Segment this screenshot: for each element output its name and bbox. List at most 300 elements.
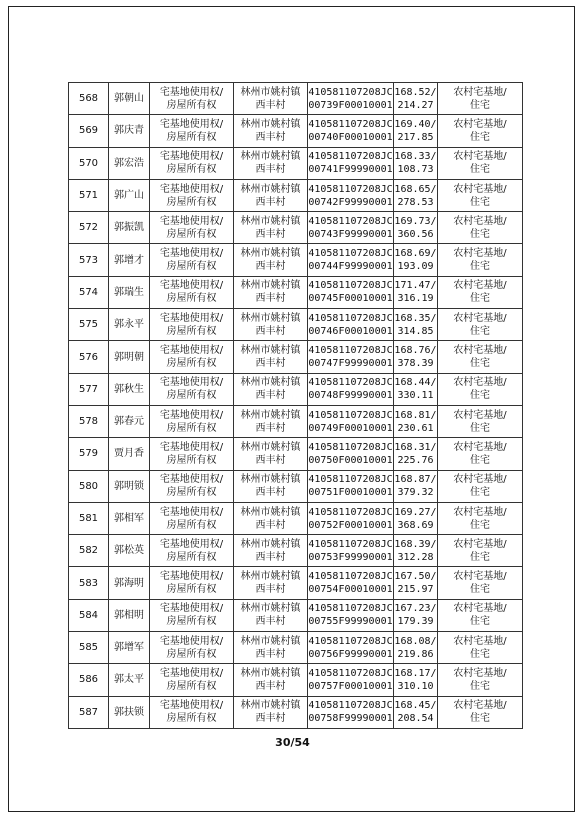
cell-name [109, 696, 150, 728]
cell-right-type [150, 212, 234, 244]
cell-location [234, 535, 308, 567]
cell-right-type [150, 567, 234, 599]
cell-number [69, 244, 109, 276]
cell-unit-code-text: 00753F99990001 [308, 551, 393, 563]
cell-right-type [150, 405, 234, 437]
table-row [69, 599, 523, 631]
cell-name [109, 664, 150, 696]
cell-name [109, 438, 150, 470]
cell-unit-code-text: 00740F00010001 [308, 131, 393, 143]
cell-right-type-text: 房屋所有权 [166, 648, 217, 660]
cell-number [69, 438, 109, 470]
cell-number [69, 373, 109, 405]
cell-location-text: 林州市姚村镇 [240, 215, 301, 227]
cell-area-text: 193.09 [397, 261, 434, 273]
cell-unit-code-text: 00746F00010001 [308, 325, 393, 337]
cell-area-text: 215.97 [397, 584, 434, 596]
cell-unit-code [308, 405, 394, 437]
cell-usage-text: 住宅 [470, 422, 490, 434]
cell-number-text: 576 [78, 351, 99, 363]
cell-right-type-text: 房屋所有权 [166, 422, 217, 434]
cell-right-type-text: 宅基地使用权/ [159, 700, 224, 712]
cell-area-text: 219.86 [397, 648, 434, 660]
cell-location [234, 599, 308, 631]
cell-usage [438, 696, 523, 728]
cell-location [234, 470, 308, 502]
cell-name [109, 212, 150, 244]
cell-name-text: 郭相军 [114, 513, 144, 524]
cell-number [69, 309, 109, 341]
cell-unit-code [308, 244, 394, 276]
cell-right-type-text: 房屋所有权 [166, 293, 217, 305]
cell-location [234, 664, 308, 696]
cell-location-text: 林州市姚村镇 [240, 377, 301, 389]
cell-area-text: 310.10 [397, 680, 434, 692]
cell-usage-text: 农村宅基地/ [453, 118, 507, 130]
cell-unit-code [308, 599, 394, 631]
table-row [69, 502, 523, 534]
cell-usage [438, 567, 523, 599]
cell-number-text: 584 [78, 609, 99, 621]
cell-area [394, 83, 438, 115]
cell-location-text: 林州市姚村镇 [240, 538, 301, 550]
cell-location-text: 林州市姚村镇 [240, 151, 301, 163]
cell-unit-code [308, 373, 394, 405]
cell-usage-text: 农村宅基地/ [453, 474, 507, 486]
cell-unit-code-text: 00752F00010001 [308, 519, 393, 531]
cell-unit-code [308, 147, 394, 179]
cell-area-text: 208.54 [397, 713, 434, 725]
cell-location-text: 林州市姚村镇 [240, 86, 301, 98]
cell-name [109, 147, 150, 179]
cell-unit-code-text: 00748F99990001 [308, 390, 393, 402]
cell-unit-code-text: 410581107208JC [308, 345, 393, 357]
cell-number [69, 599, 109, 631]
cell-location-text: 西丰村 [255, 584, 286, 596]
cell-area-text: 379.32 [397, 487, 434, 499]
cell-unit-code-text: 410581107208JC [308, 667, 393, 679]
table-row [69, 83, 523, 115]
cell-number [69, 567, 109, 599]
cell-name-text: 郭瑞生 [114, 286, 144, 298]
table-body [69, 83, 523, 729]
cell-location-text: 林州市姚村镇 [240, 183, 301, 195]
cell-usage-text: 住宅 [470, 196, 490, 208]
cell-area [394, 567, 438, 599]
cell-right-type-text: 宅基地使用权/ [159, 441, 224, 453]
table-row [69, 373, 523, 405]
cell-unit-code [308, 567, 394, 599]
cell-name-text: 郭永平 [114, 319, 144, 331]
cell-usage [438, 212, 523, 244]
cell-unit-code-text: 00742F99990001 [308, 196, 393, 208]
cell-name [109, 276, 150, 308]
cell-right-type-text: 宅基地使用权/ [159, 312, 224, 324]
cell-location-text: 林州市姚村镇 [240, 635, 301, 647]
table-row [69, 147, 523, 179]
cell-area-text: 330.11 [397, 390, 434, 402]
cell-unit-code-text: 410581107208JC [308, 118, 393, 130]
cell-usage-text: 农村宅基地/ [453, 409, 507, 421]
cell-unit-code [308, 535, 394, 567]
cell-area-text: 168.17/ [394, 667, 437, 679]
cell-usage [438, 83, 523, 115]
cell-location-text: 西丰村 [255, 228, 286, 240]
cell-usage-text: 农村宅基地/ [453, 345, 507, 357]
cell-name [109, 535, 150, 567]
table-row [69, 276, 523, 308]
cell-usage [438, 276, 523, 308]
cell-right-type-text: 房屋所有权 [166, 390, 217, 402]
cell-right-type [150, 632, 234, 664]
cell-name [109, 115, 150, 147]
cell-area [394, 341, 438, 373]
cell-number [69, 632, 109, 664]
cell-location-text: 林州市姚村镇 [240, 571, 301, 583]
cell-right-type [150, 373, 234, 405]
cell-area [394, 696, 438, 728]
cell-unit-code [308, 696, 394, 728]
table-row [69, 244, 523, 276]
cell-number [69, 535, 109, 567]
table-row [69, 438, 523, 470]
cell-area-text: 169.27/ [394, 506, 437, 518]
cell-name-text: 郭广山 [114, 190, 144, 202]
cell-right-type [150, 599, 234, 631]
cell-location [234, 567, 308, 599]
cell-area-text: 360.56 [397, 228, 434, 240]
cell-location-text: 林州市姚村镇 [240, 441, 301, 453]
cell-location-text: 西丰村 [255, 261, 286, 273]
cell-usage-text: 农村宅基地/ [453, 635, 507, 647]
cell-area-text: 378.39 [397, 358, 434, 370]
cell-location [234, 147, 308, 179]
cell-unit-code-text: 410581107208JC [308, 538, 393, 550]
cell-usage-text: 住宅 [470, 713, 490, 725]
cell-unit-code-text: 00743F99990001 [308, 228, 393, 240]
cell-number [69, 212, 109, 244]
cell-usage-text: 住宅 [470, 131, 490, 143]
cell-unit-code-text: 00741F99990001 [308, 164, 393, 176]
cell-right-type-text: 宅基地使用权/ [159, 571, 224, 583]
cell-unit-code-text: 00754F00010001 [308, 584, 393, 596]
cell-location-text: 西丰村 [255, 648, 286, 660]
cell-area-text: 168.35/ [394, 312, 437, 324]
cell-area-text: 179.39 [397, 616, 434, 628]
cell-name-text: 郭相明 [114, 609, 144, 621]
cell-name [109, 567, 150, 599]
cell-right-type [150, 83, 234, 115]
cell-unit-code [308, 341, 394, 373]
cell-area [394, 405, 438, 437]
cell-location-text: 西丰村 [255, 164, 286, 176]
cell-unit-code-text: 410581107208JC [308, 635, 393, 647]
cell-unit-code-text: 00755F99990001 [308, 616, 393, 628]
table-row [69, 115, 523, 147]
cell-area-text: 278.53 [397, 196, 434, 208]
cell-usage-text: 农村宅基地/ [453, 86, 507, 98]
cell-right-type [150, 696, 234, 728]
cell-usage-text: 住宅 [470, 261, 490, 273]
cell-area-text: 168.33/ [394, 151, 437, 163]
cell-number-text: 575 [78, 319, 99, 331]
cell-usage-text: 农村宅基地/ [453, 183, 507, 195]
cell-number-text: 582 [78, 545, 99, 557]
cell-unit-code-text: 410581107208JC [308, 409, 393, 421]
cell-area-text: 316.19 [397, 293, 434, 305]
cell-usage [438, 147, 523, 179]
cell-area-text: 214.27 [397, 99, 434, 111]
cell-area-text: 314.85 [397, 325, 434, 337]
cell-usage-text: 农村宅基地/ [453, 441, 507, 453]
cell-name-text: 郭宏浩 [114, 157, 144, 169]
cell-location-text: 林州市姚村镇 [240, 603, 301, 615]
cell-area [394, 115, 438, 147]
cell-area [394, 373, 438, 405]
cell-usage [438, 309, 523, 341]
cell-unit-code [308, 664, 394, 696]
cell-unit-code [308, 309, 394, 341]
cell-name [109, 309, 150, 341]
cell-number [69, 147, 109, 179]
cell-area-text: 168.76/ [394, 345, 437, 357]
cell-number [69, 502, 109, 534]
cell-unit-code [308, 470, 394, 502]
cell-right-type [150, 502, 234, 534]
cell-location-text: 林州市姚村镇 [240, 409, 301, 421]
cell-name-text: 郭明朝 [114, 351, 144, 363]
cell-right-type-text: 房屋所有权 [166, 680, 217, 692]
cell-right-type-text: 宅基地使用权/ [159, 248, 224, 260]
cell-number [69, 83, 109, 115]
cell-usage [438, 438, 523, 470]
cell-number-text: 583 [78, 577, 99, 589]
table-row [69, 632, 523, 664]
cell-unit-code-text: 00744F99990001 [308, 261, 393, 273]
cell-number-text: 572 [78, 222, 99, 234]
cell-usage-text: 农村宅基地/ [453, 280, 507, 292]
cell-right-type-text: 宅基地使用权/ [159, 377, 224, 389]
cell-usage-text: 住宅 [470, 551, 490, 563]
cell-name [109, 341, 150, 373]
cell-usage [438, 341, 523, 373]
cell-usage [438, 632, 523, 664]
cell-usage-text: 住宅 [470, 648, 490, 660]
cell-location [234, 179, 308, 211]
cell-usage [438, 115, 523, 147]
cell-usage-text: 住宅 [470, 680, 490, 692]
cell-area-text: 169.73/ [394, 215, 437, 227]
cell-usage-text: 住宅 [470, 487, 490, 499]
cell-right-type [150, 535, 234, 567]
cell-right-type-text: 宅基地使用权/ [159, 635, 224, 647]
cell-number-text: 569 [78, 125, 99, 137]
cell-area-text: 230.61 [397, 422, 434, 434]
cell-number-text: 579 [78, 448, 99, 460]
cell-usage [438, 405, 523, 437]
cell-right-type-text: 宅基地使用权/ [159, 86, 224, 98]
cell-usage-text: 农村宅基地/ [453, 700, 507, 712]
cell-area-text: 312.28 [397, 551, 434, 563]
cell-area-text: 168.39/ [394, 538, 437, 550]
cell-right-type-text: 宅基地使用权/ [159, 474, 224, 486]
cell-usage-text: 住宅 [470, 164, 490, 176]
cell-name [109, 470, 150, 502]
cell-name-text: 郭松英 [114, 545, 144, 557]
cell-name [109, 502, 150, 534]
cell-usage-text: 住宅 [470, 293, 490, 305]
cell-location [234, 438, 308, 470]
cell-area [394, 147, 438, 179]
cell-location-text: 林州市姚村镇 [240, 506, 301, 518]
cell-right-type [150, 115, 234, 147]
cell-unit-code-text: 00751F00010001 [308, 487, 393, 499]
cell-unit-code-text: 410581107208JC [308, 215, 393, 227]
cell-name-text: 郭扶锁 [114, 706, 144, 718]
cell-area [394, 664, 438, 696]
cell-usage [438, 244, 523, 276]
cell-right-type [150, 276, 234, 308]
cell-right-type-text: 宅基地使用权/ [159, 280, 224, 292]
cell-name [109, 244, 150, 276]
cell-right-type-text: 宅基地使用权/ [159, 538, 224, 550]
cell-usage-text: 农村宅基地/ [453, 377, 507, 389]
cell-usage-text: 住宅 [470, 616, 490, 628]
table-row [69, 212, 523, 244]
cell-number-text: 586 [78, 674, 99, 686]
cell-unit-code-text: 00750F00010001 [308, 454, 393, 466]
cell-unit-code-text: 410581107208JC [308, 474, 393, 486]
cell-unit-code-text: 00756F99990001 [308, 648, 393, 660]
cell-location-text: 西丰村 [255, 551, 286, 563]
cell-right-type-text: 房屋所有权 [166, 131, 217, 143]
cell-number [69, 664, 109, 696]
cell-usage-text: 住宅 [470, 584, 490, 596]
cell-right-type-text: 房屋所有权 [166, 196, 217, 208]
cell-right-type-text: 房屋所有权 [166, 228, 217, 240]
cell-unit-code-text: 410581107208JC [308, 571, 393, 583]
cell-unit-code [308, 212, 394, 244]
registry-table [68, 82, 523, 729]
cell-location-text: 西丰村 [255, 99, 286, 111]
cell-location [234, 341, 308, 373]
cell-area [394, 502, 438, 534]
cell-unit-code-text: 410581107208JC [308, 441, 393, 453]
cell-area [394, 470, 438, 502]
cell-number [69, 179, 109, 211]
cell-number-text: 578 [78, 416, 99, 428]
cell-name [109, 632, 150, 664]
cell-name [109, 405, 150, 437]
cell-right-type [150, 309, 234, 341]
cell-right-type-text: 房屋所有权 [166, 713, 217, 725]
cell-unit-code [308, 83, 394, 115]
cell-right-type-text: 房屋所有权 [166, 584, 217, 596]
cell-location [234, 696, 308, 728]
cell-usage [438, 502, 523, 534]
cell-right-type [150, 341, 234, 373]
cell-location-text: 西丰村 [255, 454, 286, 466]
cell-location [234, 115, 308, 147]
cell-right-type [150, 147, 234, 179]
cell-name [109, 373, 150, 405]
cell-area-text: 368.69 [397, 519, 434, 531]
cell-location-text: 林州市姚村镇 [240, 700, 301, 712]
cell-right-type [150, 470, 234, 502]
cell-location-text: 西丰村 [255, 131, 286, 143]
cell-unit-code-text: 410581107208JC [308, 280, 393, 292]
cell-usage-text: 住宅 [470, 390, 490, 402]
cell-name-text: 郭海明 [114, 577, 144, 589]
cell-unit-code-text: 00749F00010001 [308, 422, 393, 434]
cell-usage-text: 住宅 [470, 519, 490, 531]
cell-unit-code [308, 438, 394, 470]
cell-usage [438, 470, 523, 502]
cell-number-text: 571 [78, 190, 99, 202]
cell-unit-code-text: 410581107208JC [308, 377, 393, 389]
cell-location-text: 西丰村 [255, 325, 286, 337]
cell-area [394, 535, 438, 567]
cell-unit-code [308, 179, 394, 211]
cell-usage [438, 535, 523, 567]
cell-right-type-text: 宅基地使用权/ [159, 345, 224, 357]
cell-location [234, 212, 308, 244]
cell-location [234, 373, 308, 405]
cell-unit-code-text: 00739F00010001 [308, 99, 393, 111]
cell-number-text: 574 [78, 286, 99, 298]
cell-area-text: 171.47/ [394, 280, 437, 292]
cell-area-text: 168.81/ [394, 409, 437, 421]
cell-area-text: 108.73 [397, 164, 434, 176]
table-row [69, 470, 523, 502]
cell-usage [438, 373, 523, 405]
cell-usage [438, 179, 523, 211]
cell-usage-text: 农村宅基地/ [453, 151, 507, 163]
cell-name [109, 83, 150, 115]
cell-location-text: 西丰村 [255, 519, 286, 531]
cell-right-type-text: 房屋所有权 [166, 454, 217, 466]
cell-area [394, 599, 438, 631]
cell-name-text: 郭太平 [114, 674, 144, 686]
cell-name-text: 郭增才 [114, 254, 144, 266]
cell-right-type-text: 宅基地使用权/ [159, 667, 224, 679]
cell-unit-code-text: 410581107208JC [308, 603, 393, 615]
cell-right-type-text: 房屋所有权 [166, 487, 217, 499]
cell-usage-text: 农村宅基地/ [453, 248, 507, 260]
cell-number-text: 577 [78, 383, 99, 395]
cell-unit-code-text: 410581107208JC [308, 248, 393, 260]
table-row [69, 567, 523, 599]
cell-area-text: 168.44/ [394, 377, 437, 389]
cell-name [109, 599, 150, 631]
cell-number [69, 341, 109, 373]
cell-location-text: 西丰村 [255, 616, 286, 628]
table-row [69, 405, 523, 437]
cell-usage [438, 599, 523, 631]
cell-right-type-text: 房屋所有权 [166, 164, 217, 176]
cell-right-type-text: 宅基地使用权/ [159, 603, 224, 615]
cell-unit-code-text: 00757F00010001 [308, 680, 393, 692]
cell-location-text: 林州市姚村镇 [240, 312, 301, 324]
cell-right-type-text: 房屋所有权 [166, 358, 217, 370]
cell-location [234, 83, 308, 115]
cell-location-text: 西丰村 [255, 358, 286, 370]
cell-right-type-text: 房屋所有权 [166, 99, 217, 111]
cell-right-type-text: 房屋所有权 [166, 519, 217, 531]
cell-name-text: 贾月香 [114, 448, 144, 460]
cell-area-text: 225.76 [397, 454, 434, 466]
cell-right-type-text: 宅基地使用权/ [159, 118, 224, 130]
